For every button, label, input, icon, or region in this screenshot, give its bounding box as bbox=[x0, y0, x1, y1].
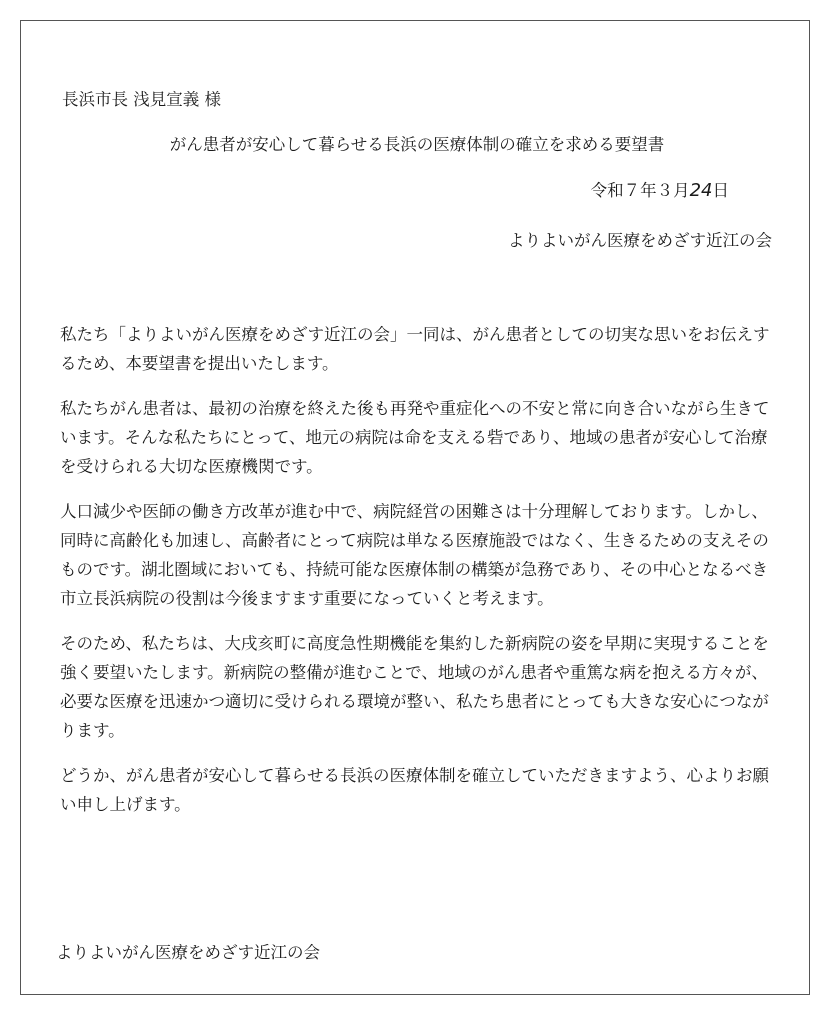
paragraph-closing: どうか、がん患者が安心して暮らせる長浜の医療体制を確立していただきますよう、心よりお願い申し上げます。 bbox=[60, 766, 770, 814]
letter-body bbox=[60, 320, 780, 835]
closing-signature: よりよいがん医療をめざす近江の会 bbox=[56, 943, 320, 962]
paragraph-request: そのため、私たちは、大戌亥町に高度急性期機能を集約した新病院の姿を早期に実現することを強く要望いたします。新病院の整備が進むことで、地域のがん患者や重篤な病を抱える方々が、必要な医療を迅速かつ適切に受けられる環境が整い、私たち患者にとっても大きな安心につながります。 bbox=[60, 634, 769, 740]
letter-title: がん患者が安心して暮らせる長浜の医療体制の確立を求める要望書 bbox=[169, 135, 665, 154]
date-suffix: 日 bbox=[712, 181, 729, 200]
paragraph-patients: 私たちがん患者は、最初の治療を終えた後も再発や重症化への不安と常に向き合いながら生きています。そんな私たちにとって、地元の病院は命を支える砦であり、地域の患者が安心して治療を受けられる大切な医療機関です。 bbox=[60, 399, 770, 476]
organization-name: よりよいがん医療をめざす近江の会 bbox=[508, 231, 772, 250]
paragraph-intro: 私たち「よりよいがん医療をめざす近江の会」一同は、がん患者としての切実な思いをお伝えするため、本要望書を提出いたします。 bbox=[60, 325, 770, 373]
letter-date bbox=[591, 182, 729, 200]
paragraph-context: 人口減少や医師の働き方改革が進む中で、病院経営の困難さは十分理解しております。しかし、同時に高齢化も加速し、高齢者にとって病院は単なる医療施設ではなく、生きるための支えそのものです。湖北圏域においても、持続可能な医療体制の構築が急務であり、その中心となるべき市立長浜病院の役割は今後ますます重要になっていくと考えます。 bbox=[60, 502, 769, 608]
date-prefix: 令和７年３月 bbox=[590, 181, 690, 200]
date-day-handwritten: 24 bbox=[689, 180, 713, 201]
addressee: 長浜市長 浅見宣義 様 bbox=[62, 90, 221, 109]
